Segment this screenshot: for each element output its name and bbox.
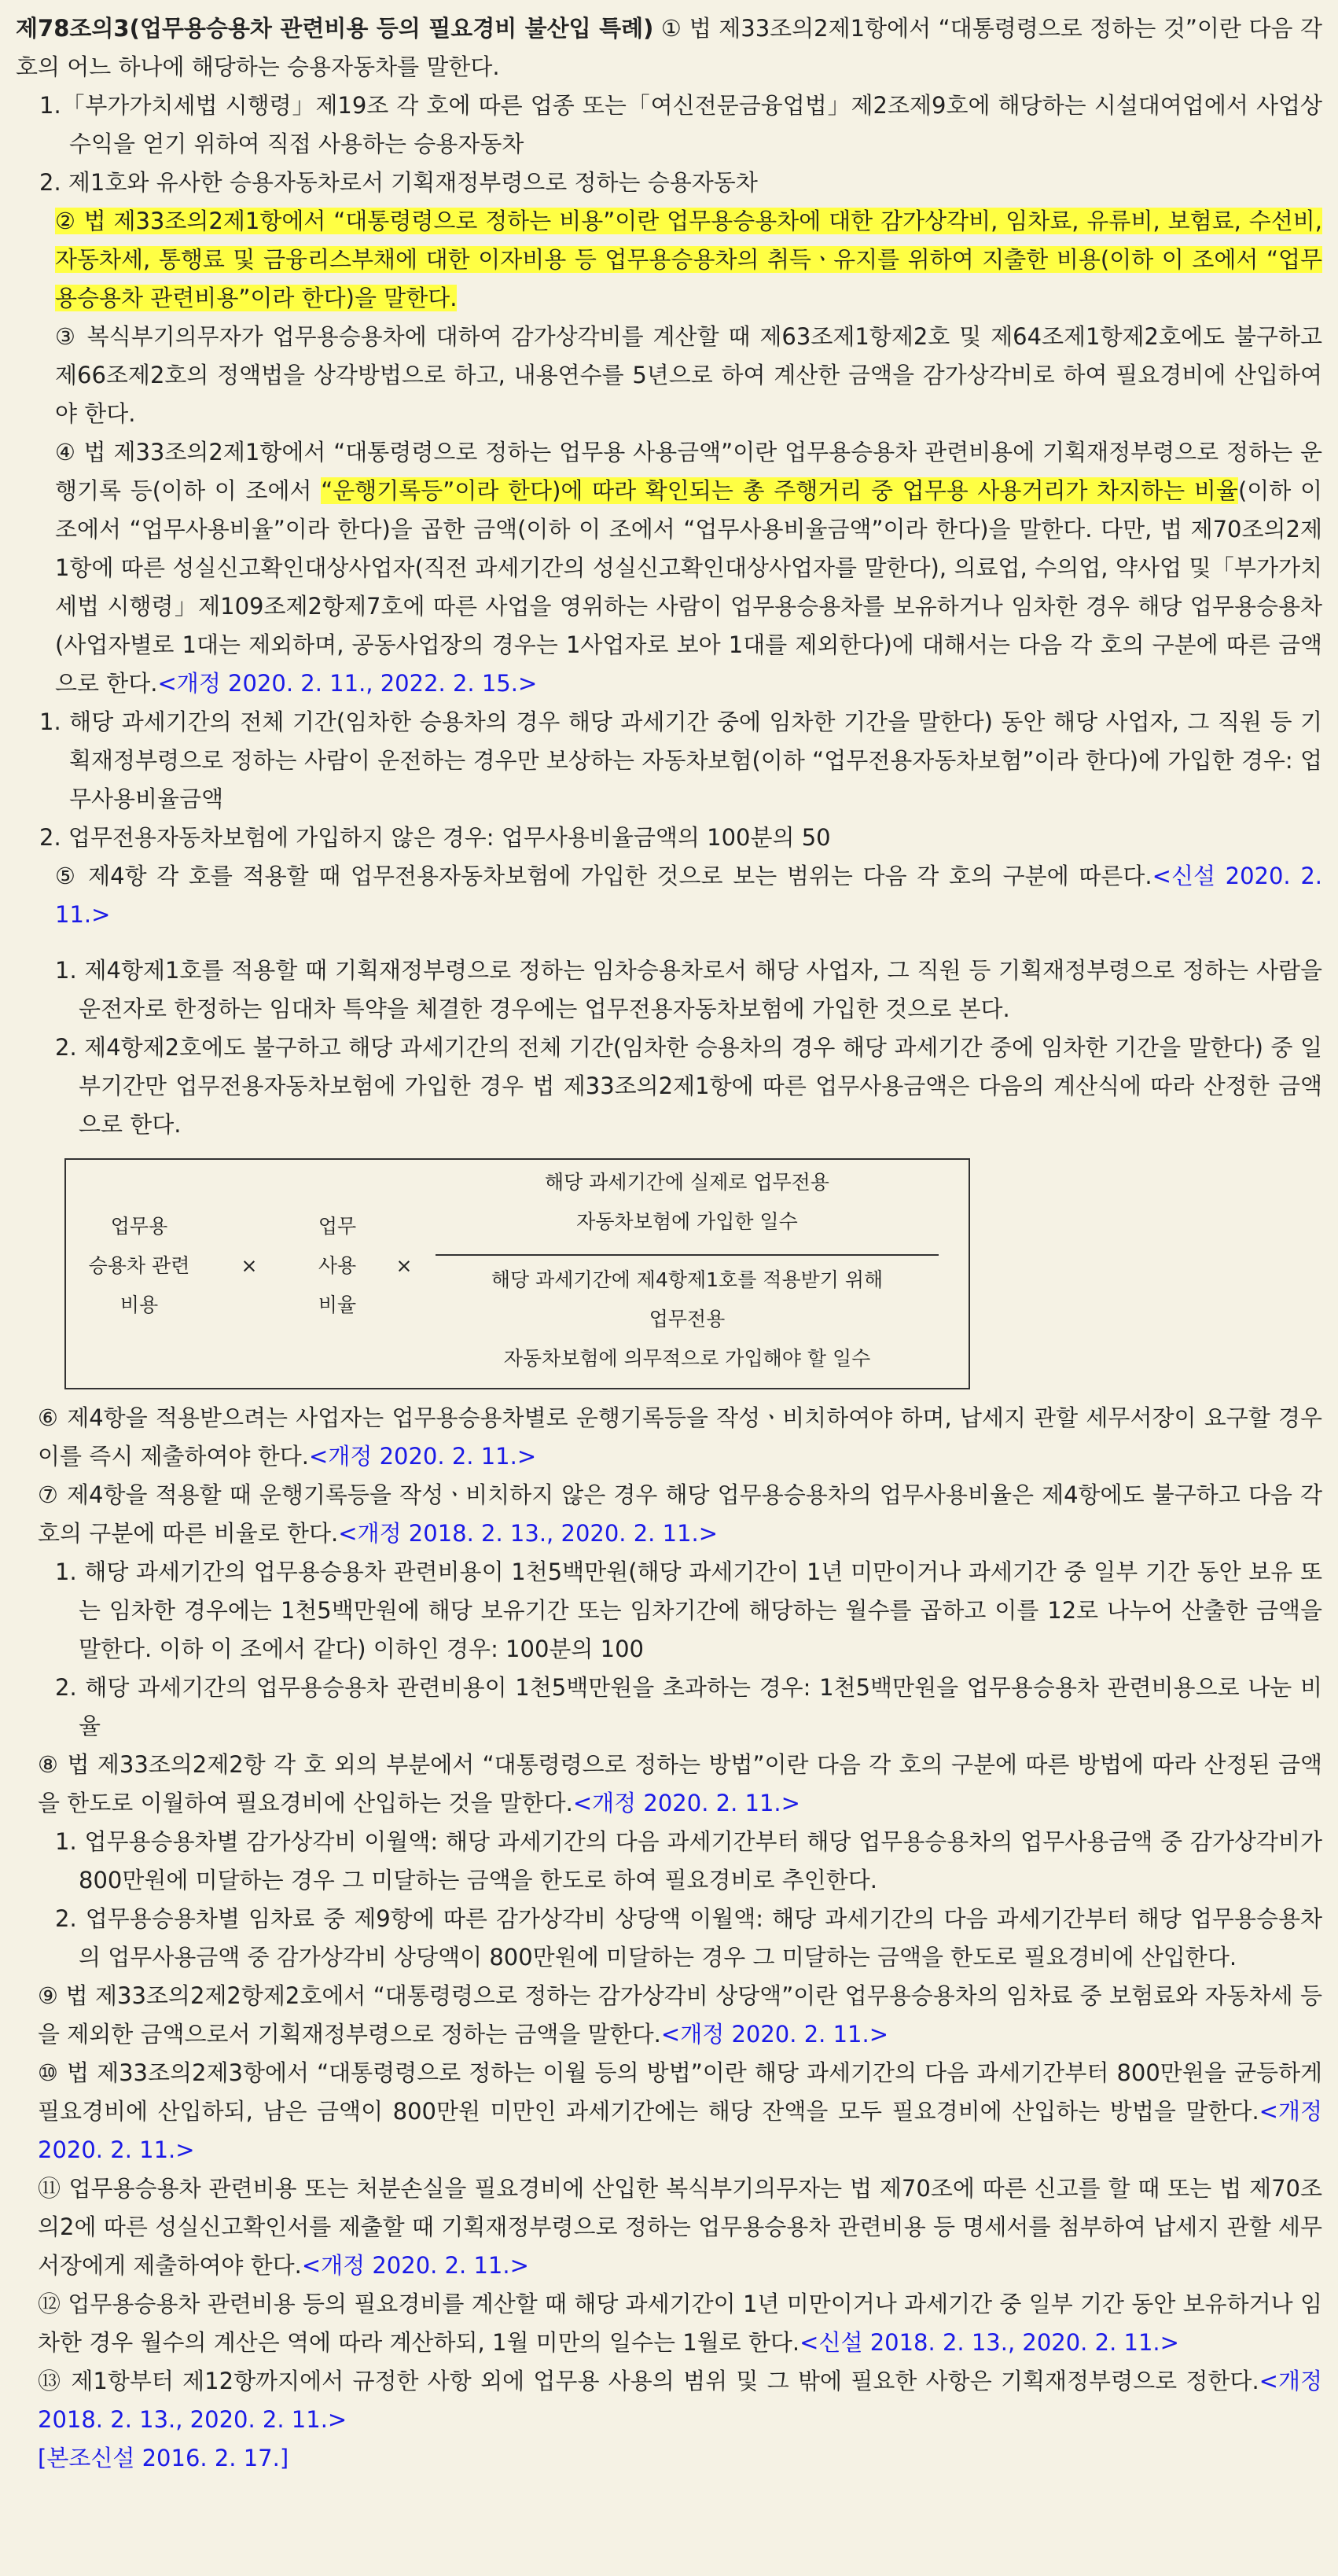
paragraph-1-text: ① 법 제33조의2제1항에서 “대통령령으로 정하는 것”이란 다음 각 호의 어느 하나에 해당하는 승용자동차를 말한다. xyxy=(16,15,1322,80)
paragraph-10 xyxy=(16,2054,1322,2169)
paragraph-12-text: ⑫ 업무용승용차 관련비용 등의 필요경비를 계산할 때 해당 과세기간이 1년 미만이거나 과세기간 중 일부 기간 동안 보유하거나 임차한 경우 월수의 계산은 역에 따라 계산하되, 1월 미만의 일수는 1월로 한다. xyxy=(38,2291,1322,2356)
paragraph-8 xyxy=(16,1746,1322,1823)
paragraph-5-item-2: 2. 제4항제2호에도 불구하고 해당 과세기간의 전체 기간(임차한 승용차의 경우 해당 과세기간 중에 임차한 기간을 말한다) 중 일부기간만 업무전용자동차보험에 가입한 경우 법 제33조의2제1항에 따른 업무사용금액은 다음의 계산식에 따라 산정한 금액으로 한다. xyxy=(55,1034,1322,1138)
formula-denominator-line2: 업무전용 xyxy=(649,1308,726,1330)
formula-numerator-line2: 자동차보험에 가입한 일수 xyxy=(576,1210,798,1233)
formula-term-expense xyxy=(80,1207,198,1325)
calculation-formula xyxy=(64,1158,970,1389)
formula-term-ratio xyxy=(294,1207,380,1325)
formula-denominator xyxy=(436,1260,939,1378)
paragraph-12 xyxy=(16,2285,1322,2362)
formula-denominator-line3: 자동차보험에 의무적으로 가입해야 할 일수 xyxy=(503,1347,871,1370)
fraction-bar xyxy=(436,1254,939,1256)
paragraph-8-item-2: 2. 업무용승용차별 임차료 중 제9항에 따른 감가상각비 상당액 이월액: 해당 과세기간의 다음 과세기간부터 해당 업무용승용차의 업무사용금액 중 감가상각비 상당액이 800만원에 미달하는 경우 그 미달하는 금액을 한도로 필요경비에 산입한다. xyxy=(55,1905,1322,1971)
paragraph-4-highlight: “운행기록등”이라 한다)에 따라 확인되는 총 주행거리 중 업무용 사용거리가 차지하는 비율 xyxy=(321,477,1238,504)
paragraph-8-item-1: 1. 업무용승용차별 감가상각비 이월액: 해당 과세기간의 다음 과세기간부터 해당 업무용승용차의 업무사용금액 중 감가상각비가 800만원에 미달하는 경우 그 미달하는 금액을 한도로 하여 필요경비로 추인한다. xyxy=(55,1828,1322,1893)
amendment-note-8: <개정 2020. 2. 11.> xyxy=(572,1790,800,1816)
paragraph-11 xyxy=(16,2169,1322,2285)
amendment-note-13: <개정 2018. 2. 13., 2020. 2. 11.> xyxy=(38,2368,1322,2433)
paragraph-5 xyxy=(31,857,1322,934)
paragraph-7-text: ⑦ 제4항을 적용할 때 운행기록등을 작성ㆍ비치하지 않은 경우 해당 업무용승용차의 업무사용비율은 제4항에도 불구하고 다음 각 호의 구분에 따른 비율로 한다. xyxy=(38,1481,1322,1547)
formula-numerator-line1: 해당 과세기간에 실제로 업무전용 xyxy=(545,1171,829,1194)
paragraph-11-text: ⑪ 업무용승용차 관련비용 또는 처분손실을 필요경비에 산입한 복식부기의무자는 법 제70조에 따른 신고를 할 때 또는 법 제70조의2에 따른 성실신고확인서를 제출할 때 기획재정부령으로 정하는 업무용승용차 관련비용 등 명세서를 첨부하여 납세지 관할 세무서장에게 제출하여야 한다. xyxy=(38,2175,1322,2279)
paragraph-4 xyxy=(31,433,1322,703)
amendment-note-12: <신설 2018. 2. 13., 2020. 2. 11.> xyxy=(799,2329,1179,2356)
paragraph-9 xyxy=(16,1977,1322,2054)
formula-term-expense-line1: 업무용 xyxy=(110,1215,168,1238)
amendment-note-11: <개정 2020. 2. 11.> xyxy=(301,2252,529,2279)
paragraph-4-text-a: ④ 법 제33조의2제1항에서 “대통령령으로 정하는 업무용 사용금액”이란 업무용승용차 관련비용에 기획재정부령으로 정하는 운행기록 등(이하 이 조에서 xyxy=(55,439,1322,504)
paragraph-2 xyxy=(31,202,1322,318)
paragraph-1-item-2: 2. 제1호와 유사한 승용자동차로서 기획재정부령으로 정하는 승용자동차 xyxy=(39,169,758,196)
amendment-note-7: <개정 2018. 2. 13., 2020. 2. 11.> xyxy=(338,1520,719,1547)
formula-term-ratio-line1: 업무 xyxy=(318,1215,357,1238)
paragraph-13 xyxy=(16,2362,1322,2439)
formula-times-2: × xyxy=(395,1254,413,1277)
amendment-note-6: <개정 2020. 2. 11.> xyxy=(309,1443,537,1470)
amendment-note-4: <개정 2020. 2. 11., 2022. 2. 15.> xyxy=(157,670,538,697)
paragraph-1-item-1: 1.「부가가치세법 시행령」제19조 각 호에 따른 업종 또는「여신전문금융업법」제2조제9호에 해당하는 시설대여업에서 사업상 수익을 얻기 위하여 직접 사용하는 승용자동차 xyxy=(39,92,1322,157)
establishment-note: [본조신설 2016. 2. 17.] xyxy=(38,2445,289,2471)
paragraph-5-item-1: 1. 제4항제1호를 적용할 때 기획재정부령으로 정하는 임차승용차로서 해당 사업자, 그 직원 등 기획재정부령으로 정하는 사람을 운전자로 한정하는 임대차 특약을 체결한 경우에는 업무전용자동차보험에 가입한 것으로 본다. xyxy=(55,957,1322,1022)
paragraph-6-text: ⑥ 제4항을 적용받으려는 사업자는 업무용승용차별로 운행기록등을 작성ㆍ비치하여야 하며, 납세지 관할 세무서장이 요구할 경우 이를 즉시 제출하여야 한다. xyxy=(38,1404,1322,1470)
paragraph-10-text: ⑩ 법 제33조의2제3항에서 “대통령령으로 정하는 이월 등의 방법”이란 해당 과세기간의 다음 과세기간부터 800만원을 균등하게 필요경비에 산입하되, 남은 금액이 800만원 미만인 과세기간에는 해당 잔액을 모두 필요경비에 산입하는 방법을 말한다. xyxy=(38,2059,1322,2125)
formula-times-1: × xyxy=(241,1254,258,1277)
formula-term-ratio-line2: 사용 xyxy=(318,1254,357,1277)
formula-numerator xyxy=(443,1163,931,1242)
formula-term-expense-line2: 승용차 관련 xyxy=(88,1254,190,1277)
paragraph-13-text: ⑬ 제1항부터 제12항까지에서 규정한 사항 외에 업무용 사용의 범위 및 그 밖에 필요한 사항은 기획재정부령으로 정한다. xyxy=(38,2368,1259,2394)
paragraph-6 xyxy=(16,1399,1322,1476)
paragraph-4-item-2: 2. 업무전용자동차보험에 가입하지 않은 경우: 업무사용비율금액의 100분의 50 xyxy=(39,824,831,851)
paragraph-3: ③ 복식부기의무자가 업무용승용차에 대하여 감가상각비를 계산할 때 제63조제1항제2호 및 제64조제1항제2호에도 불구하고 제66조제2호의 정액법을 상각방법으로 하고, 내용연수를 5년으로 하여 계산한 금액을 감가상각비로 하여 필요경비에 산입하여야 한다. xyxy=(55,323,1322,427)
paragraph-7 xyxy=(16,1476,1322,1553)
formula-denominator-line1: 해당 과세기간에 제4항제1호를 적용받기 위해 xyxy=(491,1268,884,1291)
article-title: 제78조의3(업무용승용차 관련비용 등의 필요경비 불산입 특례) xyxy=(16,15,654,42)
paragraph-2-highlight: ② 법 제33조의2제1항에서 “대통령령으로 정하는 비용”이란 업무용승용차에 대한 감가상각비, 임차료, 유류비, 보험료, 수선비, 자동차세, 통행료 및 금융리스부채에 대한 이자비용 등 업무용승용차의 취득ㆍ유지를 위하여 지출한 비용(이하 이 조에서 “업무용승용차 관련비용”이라 한다)을 말한다. xyxy=(55,208,1322,311)
paragraph-8-text: ⑧ 법 제33조의2제2항 각 호 외의 부분에서 “대통령령으로 정하는 방법”이란 다음 각 호의 구분에 따른 방법에 따라 산정된 금액을 한도로 이월하여 필요경비에 산입하는 것을 말한다. xyxy=(38,1751,1322,1816)
formula-term-ratio-line3: 비율 xyxy=(318,1294,357,1316)
paragraph-7-item-2: 2. 해당 과세기간의 업무용승용차 관련비용이 1천5백만원을 초과하는 경우: 1천5백만원을 업무용승용차 관련비용으로 나눈 비율 xyxy=(55,1674,1322,1739)
paragraph-7-item-1: 1. 해당 과세기간의 업무용승용차 관련비용이 1천5백만원(해당 과세기간이 1년 미만이거나 과세기간 중 일부 기간 동안 보유 또는 임차한 경우에는 1천5백만원에 해당 보유기간 또는 임차기간에 해당하는 월수를 곱하고 이를 12로 나누어 산출한 금액을 말한다. 이하 이 조에서 같다) 이하인 경우: 100분의 100 xyxy=(55,1558,1323,1662)
paragraph-9-text: ⑨ 법 제33조의2제2항제2호에서 “대통령령으로 정하는 감가상각비 상당액”이란 업무용승용차의 임차료 중 보험료와 자동차세 등을 제외한 금액으로서 기획재정부령으로 정하는 금액을 말한다. xyxy=(38,1982,1322,2048)
paragraph-1 xyxy=(16,9,1322,86)
amendment-note-5: <신설 2020. 2. 11.> xyxy=(55,863,1322,928)
amendment-note-9: <개정 2020. 2. 11.> xyxy=(660,2021,888,2048)
formula-term-expense-line3: 비용 xyxy=(119,1294,159,1316)
paragraph-4-item-1: 1. 해당 과세기간의 전체 기간(임차한 승용차의 경우 해당 과세기간 중에 임차한 기간을 말한다) 동안 해당 사업자, 그 직원 등 기획재정부령으로 정하는 사람이 운전하는 경우만 보상하는 자동차보험(이하 “업무전용자동차보험”이라 한다)에 가입한 경우: 업무사용비율금액 xyxy=(39,708,1322,812)
amendment-note-10: <개정 2020. 2. 11.> xyxy=(38,2098,1322,2163)
paragraph-4-text-b: (이하 이 조에서 “업무사용비율”이라 한다)을 곱한 금액(이하 이 조에서 “업무사용비율금액”이라 한다)을 말한다. 다만, 법 제70조의2제1항에 따른 성실신고확인대상사업자(직전 과세기간의 성실신고확인대상사업자를 말한다), 의료업, 수의업, 약사업 및「부가가치세법 시행령」제109조제2항제7호에 따른 사업을 영위하는 사람이 업무용승용차를 보유하거나 임차한 경우 해당 업무용승용차(사업자별로 1대는 제외하며, 공동사업장의 경우는 1사업자로 보아 1대를 제외한다)에 대해서는 다음 각 호의 구분에 따른 금액으로 한다. xyxy=(55,477,1322,697)
spacer xyxy=(16,934,1322,951)
paragraph-5-text: ⑤ 제4항 각 호를 적용할 때 업무전용자동차보험에 가입한 것으로 보는 범위는 다음 각 호의 구분에 따른다. xyxy=(55,863,1152,889)
